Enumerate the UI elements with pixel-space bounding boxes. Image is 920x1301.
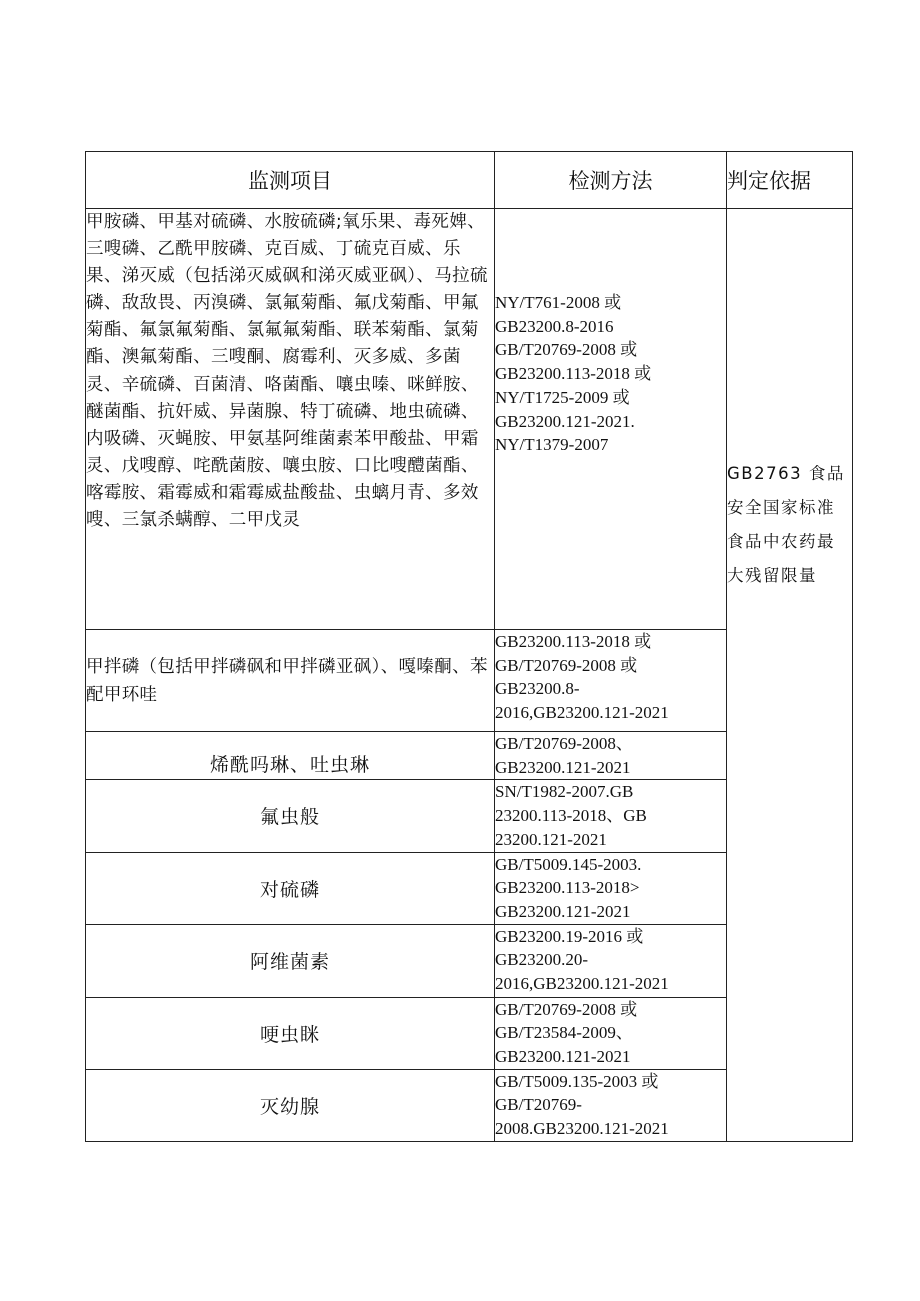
method-line: GB23200.121-2021 [495,757,631,777]
method-line: GB23200.20- [495,950,589,970]
method-line: GB23200.121-2021. [495,411,635,431]
method-line: GB/T20769- [495,1095,582,1115]
method-line: GB23200.113-2018 或 [495,632,652,651]
method-line: GB/T20769-2008、 [495,734,633,753]
header-judgment-basis: 判定依据 [727,152,853,209]
method-line: GB23200.8-2016 [495,316,614,336]
test-method-cell [495,630,727,732]
pesticide-standards-table [85,151,853,1142]
test-method-cell [495,852,727,924]
header-test-method: 检测方法 [495,152,727,209]
method-line: GB/T5009.135-2003 或 [495,1071,659,1091]
method-line: GB/T23584-2009、 [495,1023,633,1043]
monitoring-items-cell: 氟虫般 [86,780,495,852]
test-method-cell [495,732,727,780]
method-line: GB23200.113-2018 或 [495,364,652,384]
method-line: 2016,GB23200.121-2021 [495,703,669,723]
method-line: GB23200.121-2021 [495,1047,631,1067]
method-line: 23200.121-2021 [495,829,607,849]
monitoring-items-cell: 甲拌磷（包括甲拌磷砜和甲拌磷亚砜）、嘎嗪酮、苯配甲环哇 [86,630,495,732]
test-method-cell [495,924,727,997]
method-line: GB23200.113-2018> [495,878,640,898]
table-row [86,209,853,630]
method-line: 2008.GB23200.121-2021 [495,1119,669,1139]
judgment-basis-cell [727,209,853,1142]
monitoring-items-cell: 哽虫眯 [86,997,495,1069]
header-monitoring-items: 监测项目 [86,152,495,209]
method-line: NY/T1725-2009 或 [495,387,630,407]
test-method-cell [495,780,727,852]
method-line: GB/T20769-2008 或 [495,655,638,675]
method-line: NY/T761-2008 或 [495,293,622,313]
method-line: GB23200.121-2021 [495,901,631,921]
basis-line: 食品中农药最 [727,531,835,551]
monitoring-items-cell: 烯酰吗琳、吐虫琳 [86,732,495,780]
method-line: 2016,GB23200.121-2021 [495,974,669,994]
test-method-cell [495,997,727,1069]
header-row [86,152,853,209]
method-line: GB/T20769-2008 或 [495,999,638,1019]
method-line: GB23200.19-2016 或 [495,926,644,946]
test-method-cell [495,1069,727,1141]
monitoring-items-cell: 对硫磷 [86,852,495,924]
monitoring-items-cell: 甲胺磷、甲基对硫磷、水胺硫磷;氧乐果、毒死婢、三嗖磷、乙酰甲胺磷、克百威、丁硫克百威、乐果、涕灭威（包括涕灭威砜和涕灭威亚砜）、马拉硫磷、敌敌畏、丙溴磷、氯氟菊酯、氟戊菊酯、甲氟菊酯、氟氯氟菊酯、氯氟氟菊酯、联苯菊酯、氯菊酯、澳氟菊酯、三嗖酮、腐霉利、灭多威、多菌灵、辛硫磷、百菌清、咯菌酯、嚷虫嗪、咪鲜胺、醚菌酯、抗奸威、异菌腺、特丁硫磷、地虫硫磷、内吸磷、灭蝇胺、甲氨基阿维菌素苯甲酸盐、甲霜灵、戊嗖醇、咤酰菌胺、嚷虫胺、口比嗖醴菌酯、喀霉胺、霜霉威和霜霉威盐酸盐、虫螭月青、多效嗖、三氯杀螨醇、二甲戊灵 [86,209,495,630]
method-line: 23200.113-2018、GB [495,806,647,826]
basis-line: 大残留限量 [727,565,817,585]
method-line: GB/T20769-2008 或 [495,340,638,360]
basis-line: GB2763 食品 [727,463,845,483]
monitoring-items-cell: 灭幼腺 [86,1069,495,1141]
method-line: GB23200.8- [495,679,580,699]
method-line: GB/T5009.145-2003. [495,854,642,874]
method-line: SN/T1982-2007.GB [495,782,634,802]
basis-line: 安全国家标准 [727,497,835,517]
test-method-cell [495,209,727,630]
method-line: NY/T1379-2007 [495,435,609,455]
monitoring-items-cell: 阿维菌素 [86,924,495,997]
